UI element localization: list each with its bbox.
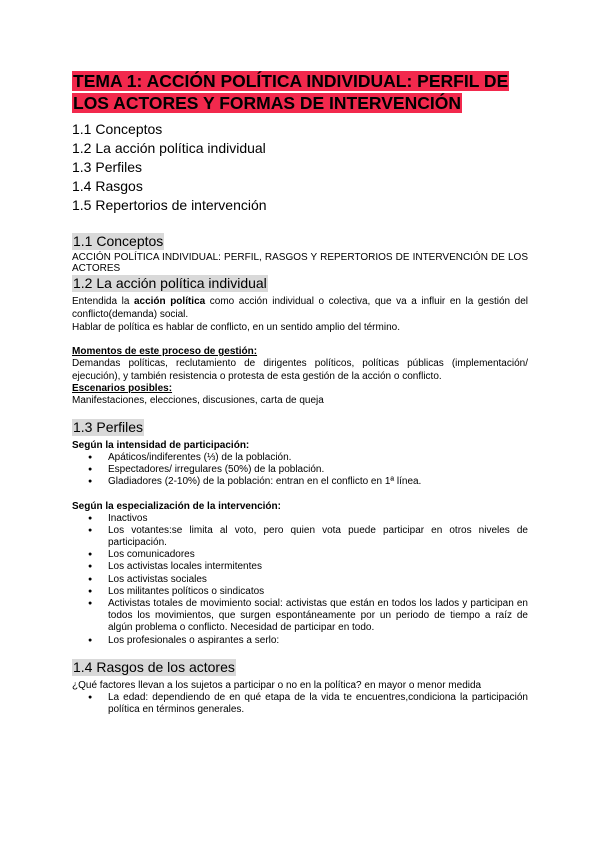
list-item: ● Espectadores/ irregulares (50%) de la población. [108, 464, 528, 476]
section-heading-text: 1.4 Rasgos de los actores [73, 658, 235, 675]
toc-item: 1.2 La acción política individual [72, 140, 266, 156]
momentos-text: Demandas políticas, reclutamiento de dirigentes políticos, políticas públicas (implementación/ ejecución), y también resistencia o protesta de esta gestión de la acción o conflicto. [72, 358, 528, 382]
list-item: ● Inactivos [108, 513, 528, 525]
toc-item: 1.5 Repertorios de intervención [72, 197, 267, 213]
list-item: ● Los comunicadores [108, 549, 528, 561]
toc-item: 1.4 Rasgos [72, 178, 143, 194]
list-item: ● Los profesionales o aspirantes a serlo: [108, 635, 528, 647]
especializacion-list [72, 513, 528, 647]
section-heading-accion [72, 275, 528, 293]
list-item: ● Los militantes políticos o sindicatos [108, 586, 528, 598]
perfiles-subheading-1: Según la intensidad de participación: [72, 440, 250, 451]
bold-term: acción política [133, 296, 206, 307]
list-item: ● La edad: dependiendo de en qué etapa de la vida te encuentres,condiciona la participación política en términos generales. [108, 692, 528, 716]
conceptos-text: ACCIÓN POLÍTICA INDIVIDUAL: PERFIL, RASGOS Y REPERTORIOS DE INTERVENCIÓN DE LOS ACTORES [72, 252, 528, 274]
section-heading-text: 1.2 La acción política individual [73, 275, 267, 291]
table-of-contents [72, 120, 528, 215]
intensidad-list [72, 452, 528, 489]
text-run: como acción individual o colectiva, que va a influir en la gestión del conflicto(demanda) social. [72, 296, 528, 320]
section-heading-rasgos [72, 659, 528, 677]
accion-paragraph-1 [72, 295, 528, 321]
escenarios-heading: Escenarios posibles: [72, 383, 173, 394]
momentos-heading: Momentos de este proceso de gestión: [72, 346, 258, 357]
document-title [72, 70, 528, 114]
list-item: ● Los activistas locales intermitentes [108, 561, 528, 573]
escenarios-text: Manifestaciones, elecciones, discusiones, carta de queja [72, 395, 324, 406]
rasgos-question: ¿Qué factores llevan a los sujetos a participar o no en la política? en mayor o menor medida [72, 679, 482, 691]
section-heading-conceptos [72, 233, 528, 251]
rasgos-list [72, 692, 528, 716]
list-item: ● Los votantes:se limita al voto, pero quien vota puede participar en otros niveles de participación. [108, 525, 528, 549]
list-item: ● Apáticos/indiferentes (⅓) de la población. [108, 452, 528, 464]
toc-item: 1.3 Perfiles [72, 159, 143, 175]
section-heading-text: 1.3 Perfiles [73, 419, 144, 435]
perfiles-subheading-2: Según la especialización de la intervención: [72, 500, 281, 512]
list-item: ● Gladiadores (2-10%) de la población: entran en el conflicto en 1ª línea. [108, 476, 528, 488]
section-heading-text: 1.1 Conceptos [73, 233, 164, 249]
text-run: Entendida la [72, 296, 134, 307]
list-item: ● Activistas totales de movimiento social: activistas que están en todos los lados y participan en todos los movimientos, que surgen espontáneamente por un periodo de tiempo a raíz de algún problema o conflicto. Necesidad de participar en todo. [108, 598, 528, 635]
title-line-1: TEMA 1: ACCIÓN POLÍTICA INDIVIDUAL: PERFIL DE [73, 71, 509, 91]
toc-item: 1.1 Conceptos [72, 121, 163, 137]
document-page [72, 70, 528, 716]
title-line-2: LOS ACTORES Y FORMAS DE INTERVENCIÓN [73, 93, 461, 113]
accion-paragraph-2: Hablar de política es hablar de conflicto, en un sentido amplio del término. [72, 322, 400, 333]
list-item: ● Los activistas sociales [108, 574, 528, 586]
section-heading-perfiles [72, 419, 528, 437]
